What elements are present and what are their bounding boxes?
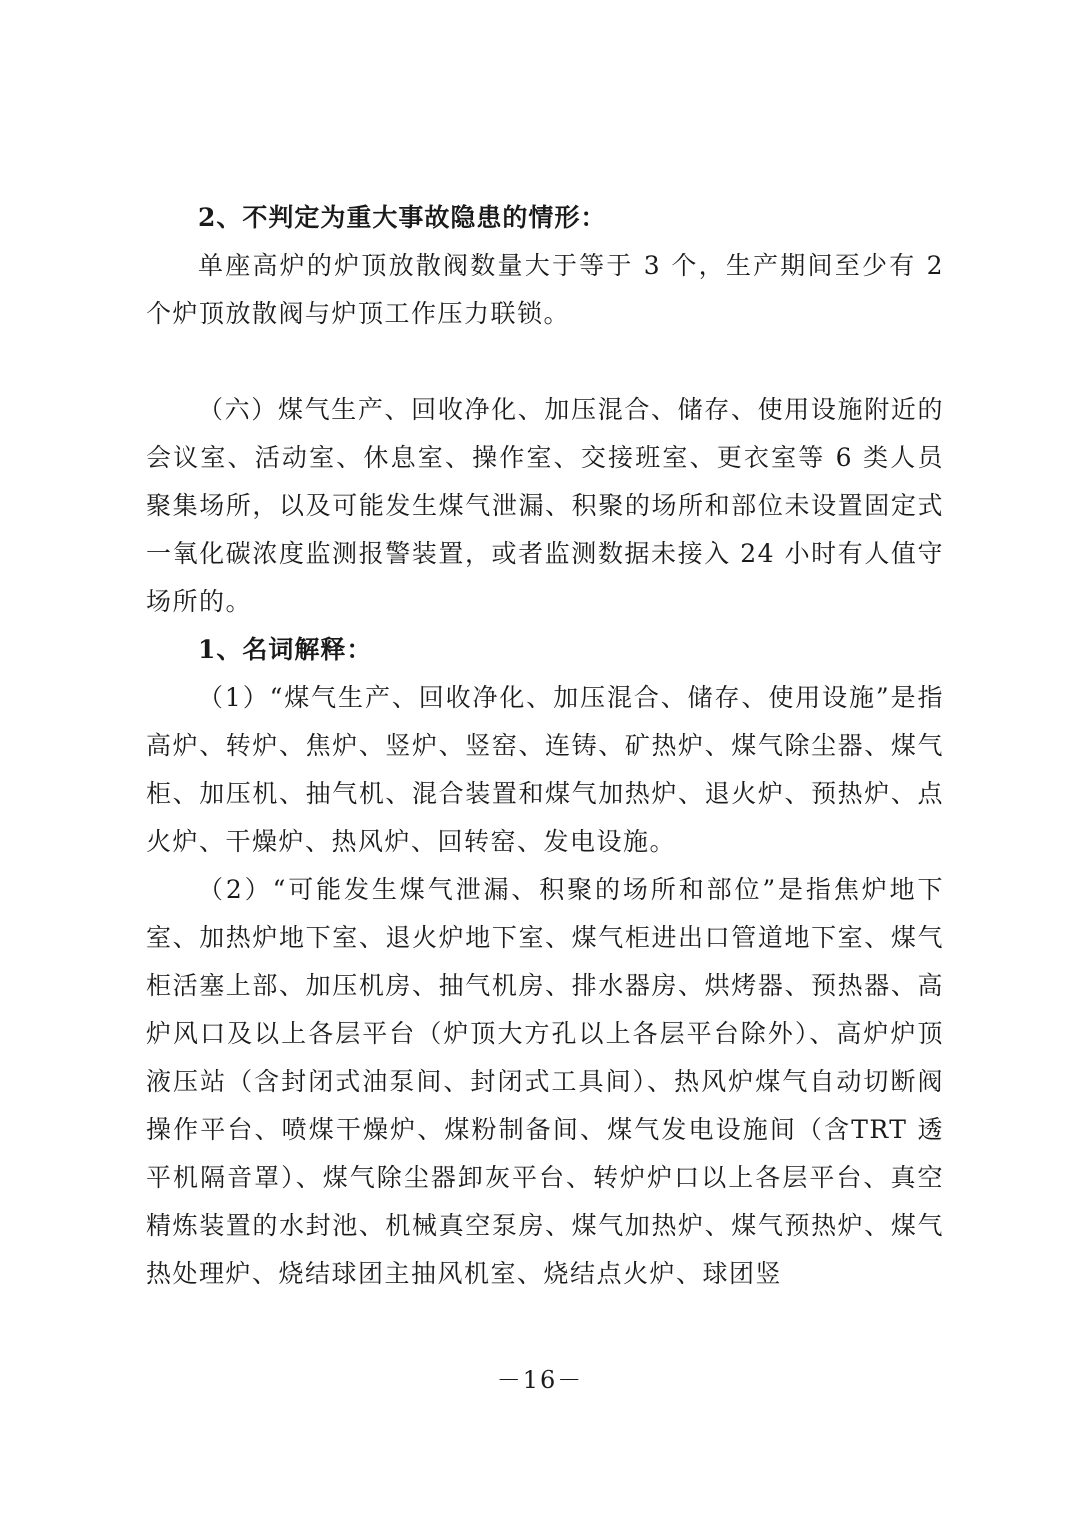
paragraph-item-six: （六）煤气生产、回收净化、加压混合、储存、使用设施附近的会议室、活动室、休息室、操作室、交接班室、更衣室等 6 类人员聚集场所，以及可能发生煤气泄漏、积聚的场所和部位未设置固定式一氧化碳浓度监测报警装置，或者监测数据未接入 24 小时有人值守场所的。	[146, 395, 944, 616]
paragraph-furnace-top-valves: 单座高炉的炉顶放散阀数量大于等于 3 个，生产期间至少有 2 个炉顶放散阀与炉顶工作压力联锁。	[146, 251, 944, 328]
section-heading-term-explanation: 1、名词解释：	[198, 635, 373, 664]
paragraph-term-one: （1）“煤气生产、回收净化、加压混合、储存、使用设施”是指高炉、转炉、焦炉、竖炉、竖窑、连铸、矿热炉、煤气除尘器、煤气柜、加压机、抽气机、混合装置和煤气加热炉、退火炉、预热炉、点火炉、干燥炉、热风炉、回转窑、发电设施。	[146, 683, 944, 856]
page-number: －16－	[496, 1366, 584, 1394]
document-body	[146, 194, 944, 1298]
paragraph-gap	[146, 338, 944, 386]
section-heading-not-major-hazard: 2、不判定为重大事故隐患的情形：	[198, 203, 607, 232]
paragraph-term-two: （2）“可能发生煤气泄漏、积聚的场所和部位”是指焦炉地下室、加热炉地下室、退火炉地下室、煤气柜进出口管道地下室、煤气柜活塞上部、加压机房、抽气机房、排水器房、烘烤器、预热器、高炉风口及以上各层平台（炉顶大方孔以上各层平台除外）、高炉炉顶液压站（含封闭式油泵间、封闭式工具间）、热风炉煤气自动切断阀操作平台、喷煤干燥炉、煤粉制备间、煤气发电设施间（含TRT 透平机隔音罩）、煤气除尘器卸灰平台、转炉炉口以上各层平台、真空精炼装置的水封池、机械真空泵房、煤气加热炉、煤气预热炉、煤气热处理炉、烧结球团主抽风机室、烧结点火炉、球团竖	[146, 875, 944, 1288]
